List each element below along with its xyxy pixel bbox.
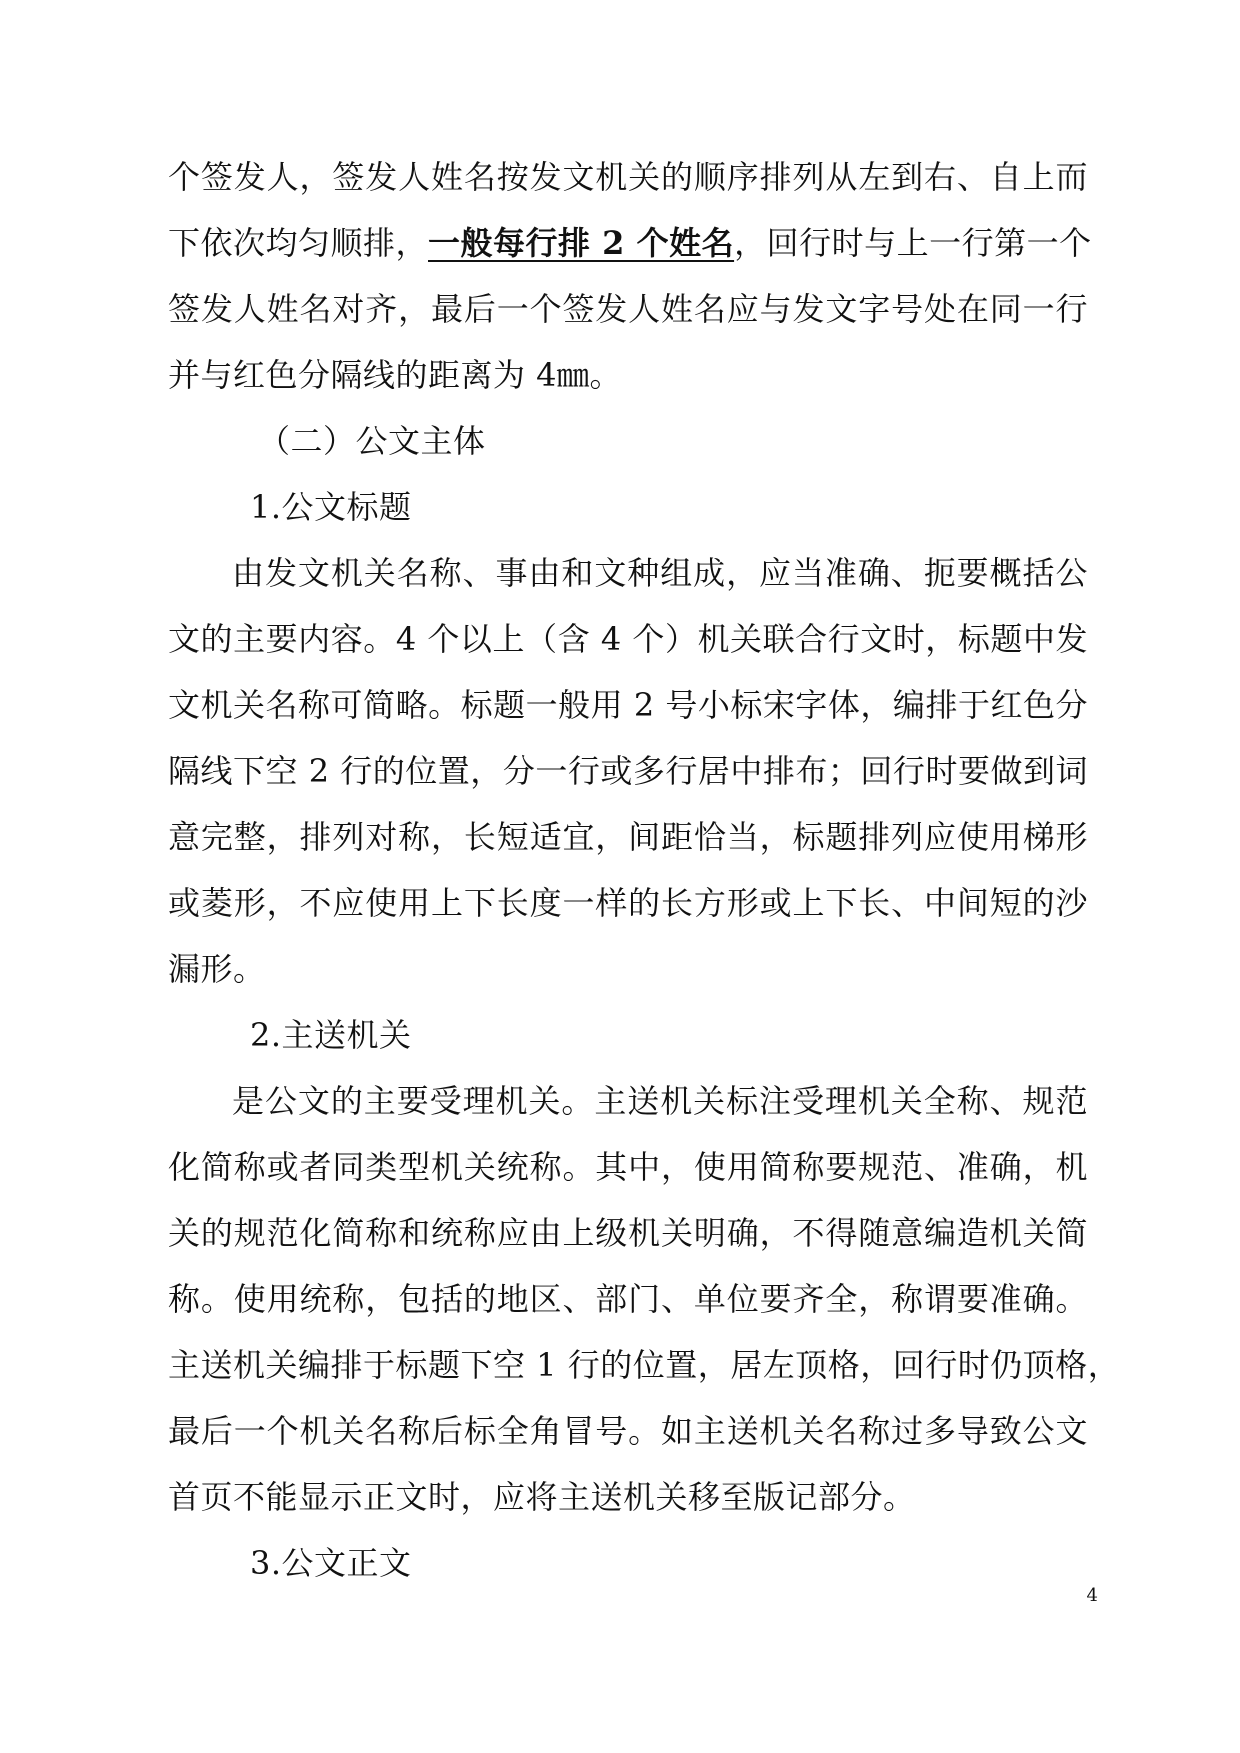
paragraph-line: 并与红色分隔线的距离为 4㎜。 xyxy=(168,356,623,394)
paragraph-line: 最后一个机关名称后标全角冒号。如主送机关名称过多导致公文 xyxy=(168,1412,1088,1450)
line-text: 下依次均匀顺排， xyxy=(168,224,429,262)
paragraph-line: 关的规范化简称和统称应由上级机关明确，不得随意编造机关简 xyxy=(168,1214,1088,1252)
paragraph-line: 主送机关编排于标题下空 1 行的位置，居左顶格，回行时仍顶格， xyxy=(168,1346,1121,1384)
subsection-heading: 3.公文正文 xyxy=(250,1544,412,1582)
paragraph-line: 或菱形，不应使用上下长度一样的长方形或上下长、中间短的沙 xyxy=(168,884,1088,922)
section-heading: （二）公文主体 xyxy=(258,422,486,460)
paragraph-line: 隔线下空 2 行的位置，分一行或多行居中排布；回行时要做到词 xyxy=(168,752,1088,790)
paragraph-line: 意完整，排列对称，长短适宜，间距恰当，标题排列应使用梯形 xyxy=(168,818,1088,856)
paragraph-line: 首页不能显示正文时，应将主送机关移至版记部分。 xyxy=(168,1478,916,1516)
paragraph-line: 由发文机关名称、事由和文种组成，应当准确、扼要概括公 xyxy=(232,554,1088,592)
subsection-heading: 1.公文标题 xyxy=(250,488,412,526)
paragraph-line xyxy=(168,211,1092,275)
paragraph-line: 文的主要内容。4 个以上（含 4 个）机关联合行文时，标题中发 xyxy=(168,620,1088,658)
paragraph-line: 漏形。 xyxy=(168,950,266,988)
paragraph-line: 个签发人，签发人姓名按发文机关的顺序排列从左到右、自上而 xyxy=(168,158,1088,196)
paragraph-line: 称。使用统称，包括的地区、部门、单位要齐全，称谓要准确。 xyxy=(168,1280,1088,1318)
paragraph-line: 文机关名称可简略。标题一般用 2 号小标宋字体，编排于红色分 xyxy=(168,686,1088,724)
paragraph-line: 化简称或者同类型机关统称。其中，使用简称要规范、准确，机 xyxy=(168,1148,1088,1186)
paragraph-line: 是公文的主要受理机关。主送机关标注受理机关全称、规范 xyxy=(232,1082,1088,1120)
page-number: 4 xyxy=(1086,1585,1098,1606)
subsection-heading: 2.主送机关 xyxy=(250,1016,412,1054)
line-text: ，回行时与上一行第一个 xyxy=(734,224,1092,262)
paragraph-line: 签发人姓名对齐，最后一个签发人姓名应与发文字号处在同一行 xyxy=(168,290,1088,328)
emphasized-text: 一般每行排 2 个姓名 xyxy=(428,224,735,262)
